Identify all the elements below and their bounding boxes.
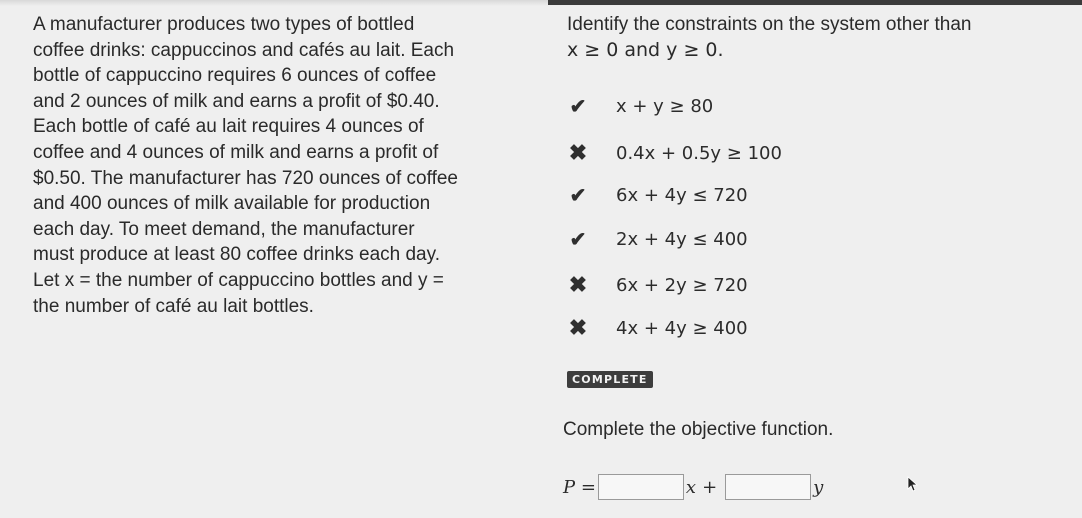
check-icon: ✔: [569, 184, 587, 207]
y-coefficient-input[interactable]: [725, 474, 811, 500]
check-icon: ✔: [569, 228, 587, 251]
status-badge: COMPLETE: [567, 371, 653, 388]
x-coefficient-input[interactable]: [598, 474, 684, 500]
constraint-expression: 2x + 4y ≤ 400: [616, 228, 748, 250]
constraint-expression: x + y ≥ 80: [616, 95, 714, 117]
x-variable: x: [685, 476, 697, 498]
cross-icon: ✖: [568, 272, 588, 297]
constraint-option[interactable]: [567, 180, 827, 210]
question-prompt: [567, 12, 1067, 63]
check-icon: ✔: [569, 95, 587, 118]
question-panel: [563, 12, 1067, 498]
constraint-option[interactable]: [567, 91, 827, 121]
constraint-option[interactable]: [567, 313, 827, 343]
constraint-expression: 0.4x + 0.5y ≥ 100: [616, 142, 782, 164]
constraint-expression: 6x + 2y ≥ 720: [616, 274, 748, 296]
problem-line: coffee and 4 ounces of milk and earns a profit of: [33, 141, 439, 163]
constraint-option[interactable]: [567, 270, 827, 300]
top-border: [0, 0, 1082, 6]
problem-line: Each bottle of café au lait requires 4 ounces of: [33, 116, 424, 138]
problem-line: A manufacturer produces two types of bottled: [33, 14, 415, 35]
problem-line: bottle of cappuccino requires 6 ounces of coffee: [33, 65, 437, 87]
prompt-line-1: Identify the constraints on the system other than: [567, 14, 972, 35]
cross-icon: ✖: [568, 315, 588, 340]
constraint-option[interactable]: [567, 138, 827, 168]
constraint-expression: 4x + 4y ≥ 400: [616, 317, 748, 339]
objective-label: Complete the objective function.: [563, 419, 834, 440]
mouse-cursor-icon: [905, 476, 919, 492]
y-variable: y: [813, 476, 824, 498]
problem-line: the number of café au lait bottles.: [33, 295, 314, 317]
cross-icon: ✖: [568, 140, 588, 165]
problem-line: and 2 ounces of milk and earns a profit of $0.40.: [33, 90, 440, 112]
constraint-option[interactable]: [567, 224, 827, 254]
problem-line: must produce at least 80 coffee drinks each day.: [33, 244, 440, 266]
problem-line: Let x = the number of cappuccino bottles and y =: [33, 269, 444, 291]
constraint-expression: 6x + 4y ≤ 720: [616, 184, 748, 206]
top-border-dark: [548, 0, 1082, 5]
problem-line: and 400 ounces of milk available for production: [33, 193, 431, 215]
problem-line: $0.50. The manufacturer has 720 ounces of coffee: [33, 167, 458, 189]
plus-sign: +: [702, 476, 718, 498]
problem-line: each day. To meet demand, the manufacturer: [33, 218, 415, 240]
prompt-line-2: x ≥ 0 and y ≥ 0.: [567, 38, 724, 61]
problem-statement: [33, 12, 533, 319]
equation-lhs: P =: [563, 476, 596, 498]
objective-equation: [563, 472, 823, 502]
problem-line: coffee drinks: cappuccinos and cafés au lait. Each: [33, 39, 455, 61]
